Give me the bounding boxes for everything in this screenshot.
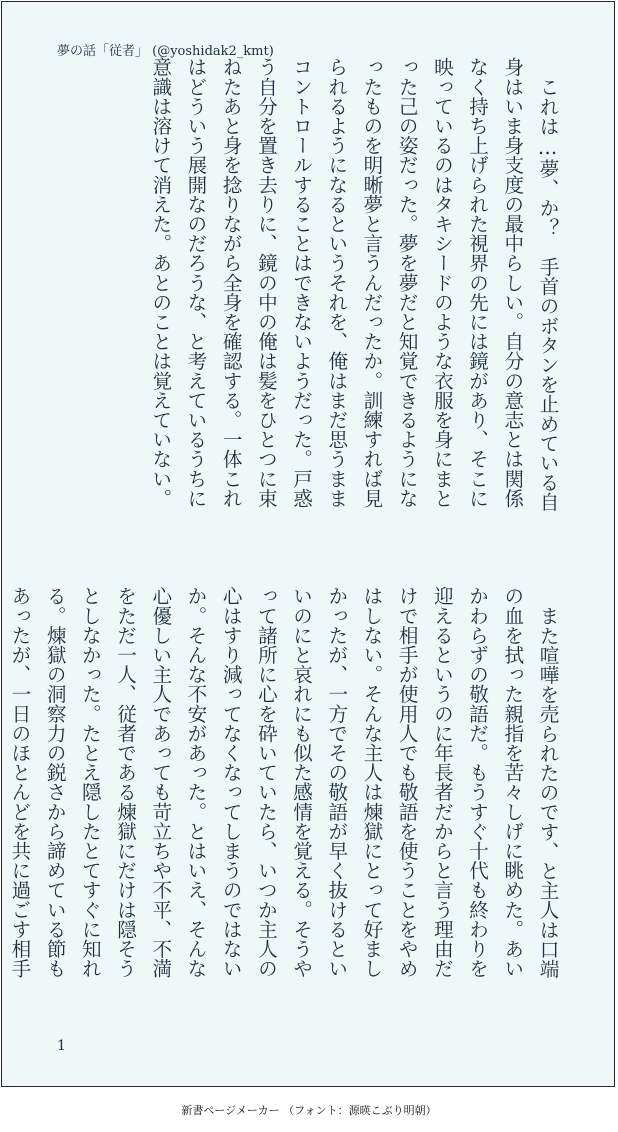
page-header-title: 夢の話「従者」 (@yoshidak2_kmt) xyxy=(57,44,274,59)
page-number: 1 xyxy=(57,1038,66,1054)
page-sheet xyxy=(1,1,615,1087)
text-block-top xyxy=(142,57,565,517)
footer-credit: 新書ページメーカー （フォント：源暎こぶり明朝） xyxy=(181,1104,437,1117)
text-block-bottom xyxy=(7,586,565,996)
paragraph-1: これは…夢、か？ 手首のボタンを止めている自身はいま身支度の最中らしい。自分の意志とは関係なく持ち上げられた視界の先には鏡があり、そこに映っているのはタキシードのような衣服を身にまとった己の姿だった。夢を夢だと知覚できるようになったものを明晰夢と言うんだったか。訓練すれば見られるようになるというそれを、俺はまだ思うままコントロールすることはできないようだった。戸惑う自分を置き去りに、鏡の中の俺は髪をひとつに束ねたあと身を捻りながら全身を確認する。一体これはどういう展開なのだろうな、と考えているうちに意識は溶けて消えた。あとのことは覚えていない。 xyxy=(148,57,559,512)
paragraph-2: また喧嘩を売られたのです、と主人は口端の血を拭った親指を苦々しげに眺めた。あいかわらずの敬語だ。もうすぐ十代も終わりを迎えるというのに年長者だからと言う理由だけで相手が使用人でも敬語を使うことをやめはしない。そんな主人は煉獄にとって好ましかったが、一方でその敬語が早く抜けるといいのにと哀れにも似た感情を覚える。そうやって諸所に心を砕いていたら、いつか主人の心はすり減ってなくなってしまうのではないか。そんな不安があった。とはいえ、そんな心優しい主人であっても苛立ちや不平、不満をただ一人、従者である煉獄にだけは隠そうとしなかった。たとえ隠したとてすぐに知れる。煉獄の洞察力の鋭さから諦めている節もあったが、一日のほとんどを共に過ごす相手 xyxy=(7,586,559,978)
